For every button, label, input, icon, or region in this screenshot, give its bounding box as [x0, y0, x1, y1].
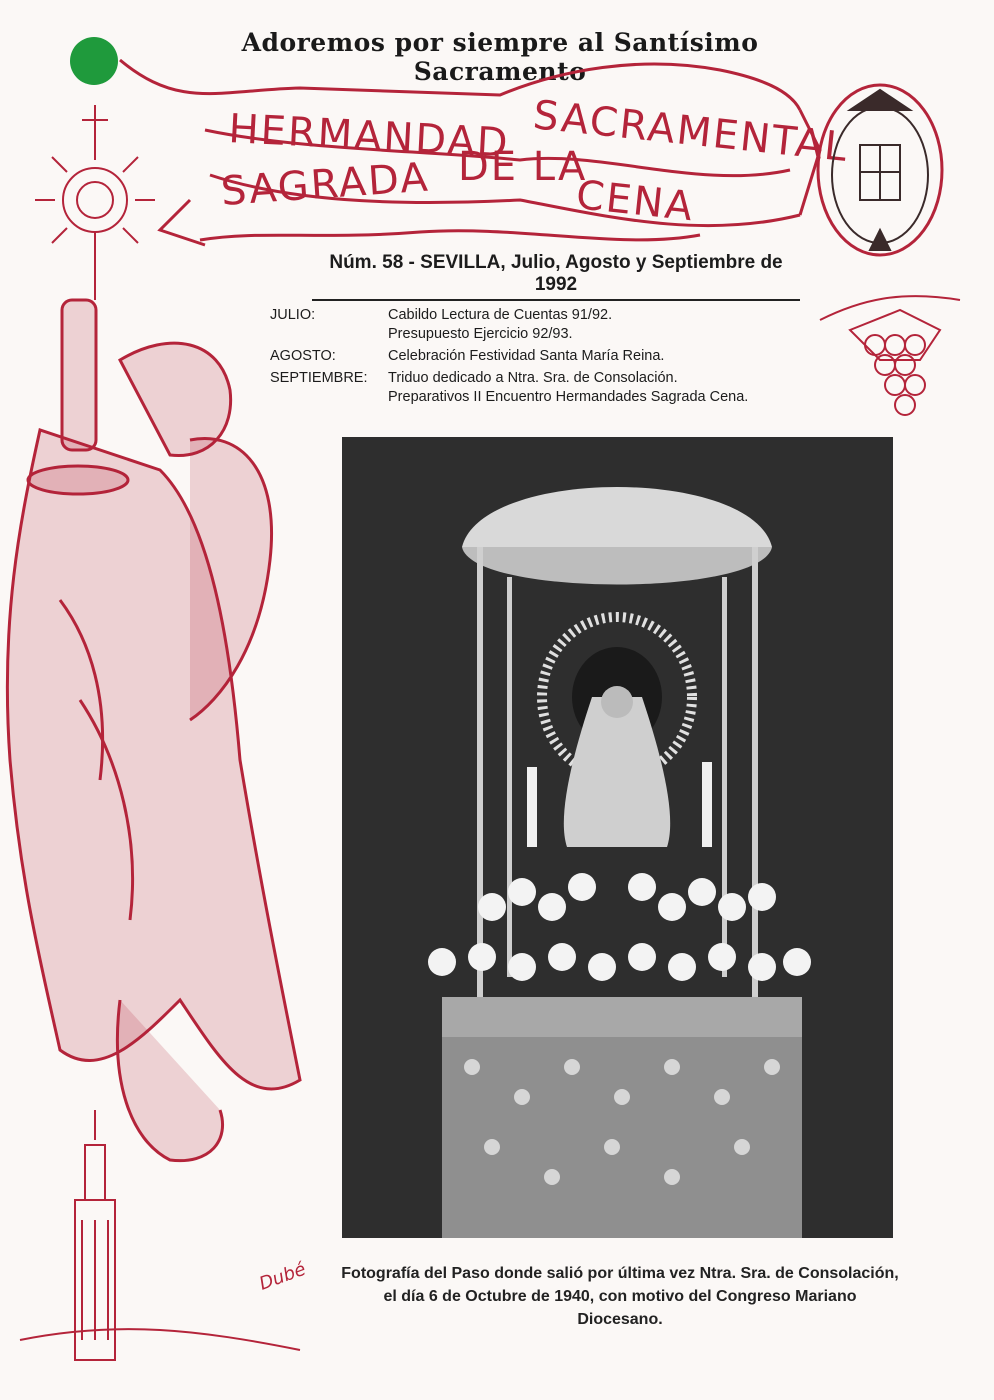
schedule-line: Triduo dedicado a Ntra. Sra. de Consolación. [388, 370, 678, 386]
angel-drawing [7, 300, 300, 1161]
schedule-month: SEPTIEMBRE: [270, 370, 368, 386]
banner-word-sagrada: SAGRADA [219, 154, 431, 215]
paso-photograph [342, 437, 893, 1238]
schedule-row-julio [270, 306, 830, 344]
schedule-month: AGOSTO: [270, 348, 336, 364]
schedule-month: JULIO: [270, 307, 316, 323]
issue-line: Núm. 58 - SEVILLA, Julio, Agosto y Septiembre de 1992 [312, 252, 800, 301]
photo-caption: Fotografía del Paso donde salió por última vez Ntra. Sra. de Consolación, el día 6 de Octubre de 1940, con motivo del Congreso Mariano Diocesano. [341, 1265, 899, 1328]
banner-word-sacramental: SACRAMENTAL [530, 92, 851, 172]
banner-word-de-la: DE LA [458, 144, 588, 190]
schedule-line: Presupuesto Ejercicio 92/93. [388, 326, 573, 342]
schedule-row-septiembre [270, 369, 830, 407]
header-motto: Adoremos por siempre al Santísimo Sacramento [241, 28, 759, 86]
banner-word-cena: CENA [573, 172, 697, 231]
schedule-line: Celebración Festividad Santa María Reina. [388, 348, 665, 364]
schedule-list [270, 306, 830, 410]
grapes-drawing [820, 296, 960, 415]
paso-photo-drawing [342, 437, 893, 1238]
banner-word-hermandad: HERMANDAD [227, 106, 511, 167]
schedule-row-agosto [270, 347, 830, 366]
schedule-line: Preparativos II Encuentro Hermandades Sagrada Cena. [388, 389, 749, 405]
monstrance-drawing [35, 105, 155, 300]
artist-signature: Dubé [256, 1258, 309, 1295]
schedule-line: Cabildo Lectura de Cuentas 91/92. [388, 307, 613, 323]
